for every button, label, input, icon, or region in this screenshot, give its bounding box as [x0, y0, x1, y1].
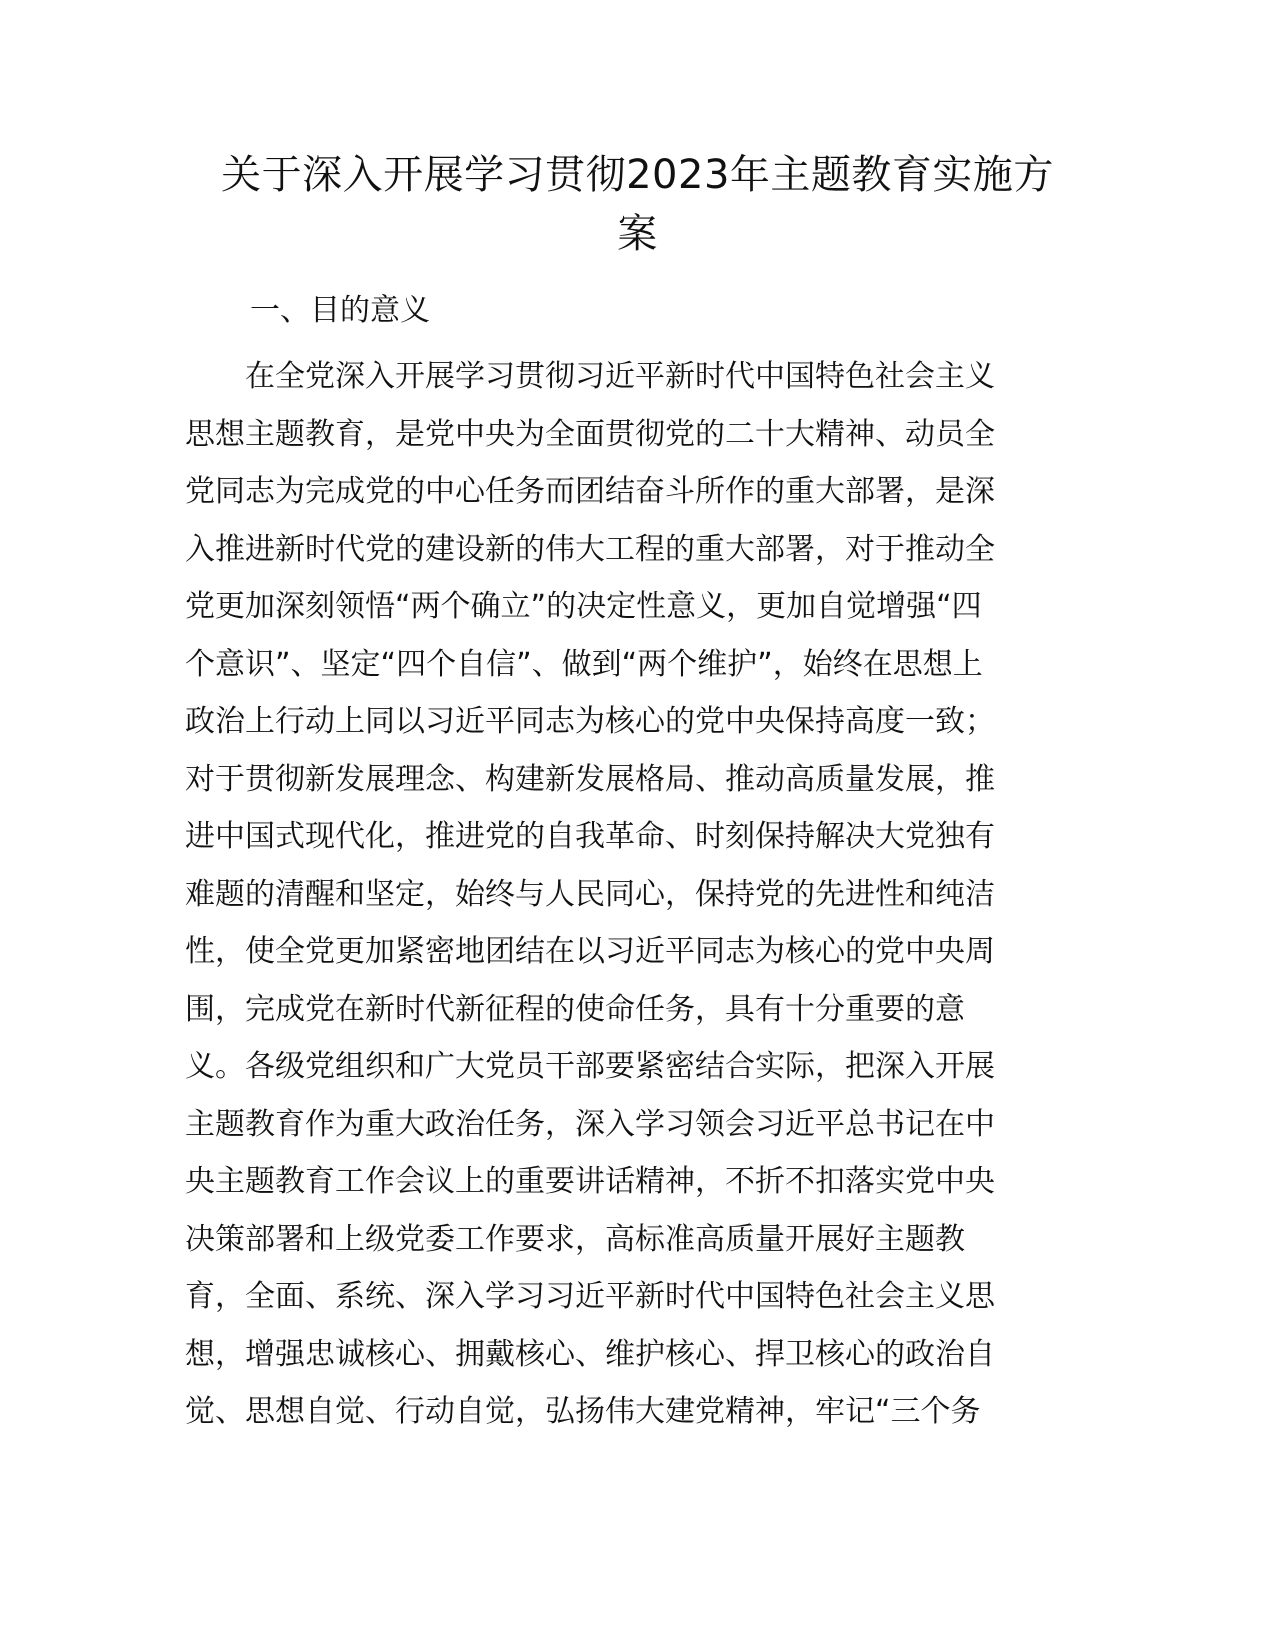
section-heading: 一、目的意义	[250, 293, 430, 328]
paragraph-line: 觉、思想自觉、行动自觉，弘扬伟大建党精神，牢记“三个务	[185, 1394, 981, 1429]
paragraph-line: 性，使全党更加紧密地团结在以习近平同志为核心的党中央周	[185, 934, 995, 969]
document-title-line: 案	[617, 211, 658, 257]
paragraph-line: 入推进新时代党的建设新的伟大工程的重大部署，对于推动全	[185, 531, 995, 567]
paragraph-line: 进中国式现代化，推进党的自我革命、时刻保持解决大党独有	[185, 819, 995, 854]
paragraph-line: 主题教育作为重大政治任务，深入学习领会习近平总书记在中	[185, 1106, 995, 1142]
paragraph-line: 党同志为完成党的中心任务而团结奋斗所作的重大部署，是深	[185, 474, 995, 509]
paragraph-line: 围，完成党在新时代新征程的使命任务，具有十分重要的意	[185, 991, 965, 1027]
paragraph-line: 决策部署和上级党委工作要求，高标准高质量开展好主题教	[185, 1221, 965, 1257]
document-title	[150, 146, 1125, 264]
paragraph-line: 义。各级党组织和广大党员干部要紧密结合实际，把深入开展	[185, 1049, 995, 1084]
paragraph-line: 难题的清醒和坚定，始终与人民同心，保持党的先进性和纯洁	[185, 876, 995, 912]
paragraph-line: 育，全面、系统、深入学习习近平新时代中国特色社会主义思	[185, 1279, 995, 1314]
paragraph-line: 在全党深入开展学习贯彻习近平新时代中国特色社会主义	[185, 359, 995, 394]
paragraph-line: 政治上行动上同以习近平同志为核心的党中央保持高度一致；	[185, 704, 995, 739]
paragraph-line: 对于贯彻新发展理念、构建新发展格局、推动高质量发展，推	[185, 761, 995, 797]
paragraph-line: 个意识”、坚定“四个自信”、做到“两个维护”，始终在思想上	[185, 646, 983, 682]
paragraph-line: 想，增强忠诚核心、拥戴核心、维护核心、捍卫核心的政治自	[185, 1336, 995, 1372]
paragraph-line: 党更加深刻领悟“两个确立”的决定性意义，更加自觉增强“四	[185, 589, 982, 624]
paragraph-line: 思想主题教育，是党中央为全面贯彻党的二十大精神、动员全	[185, 416, 995, 452]
document-title-line: 关于深入开展学习贯彻2023年主题教育实施方	[221, 152, 1054, 198]
paragraph-line: 央主题教育工作会议上的重要讲话精神，不折不扣落实党中央	[185, 1164, 995, 1199]
body-paragraph	[185, 348, 1085, 1441]
